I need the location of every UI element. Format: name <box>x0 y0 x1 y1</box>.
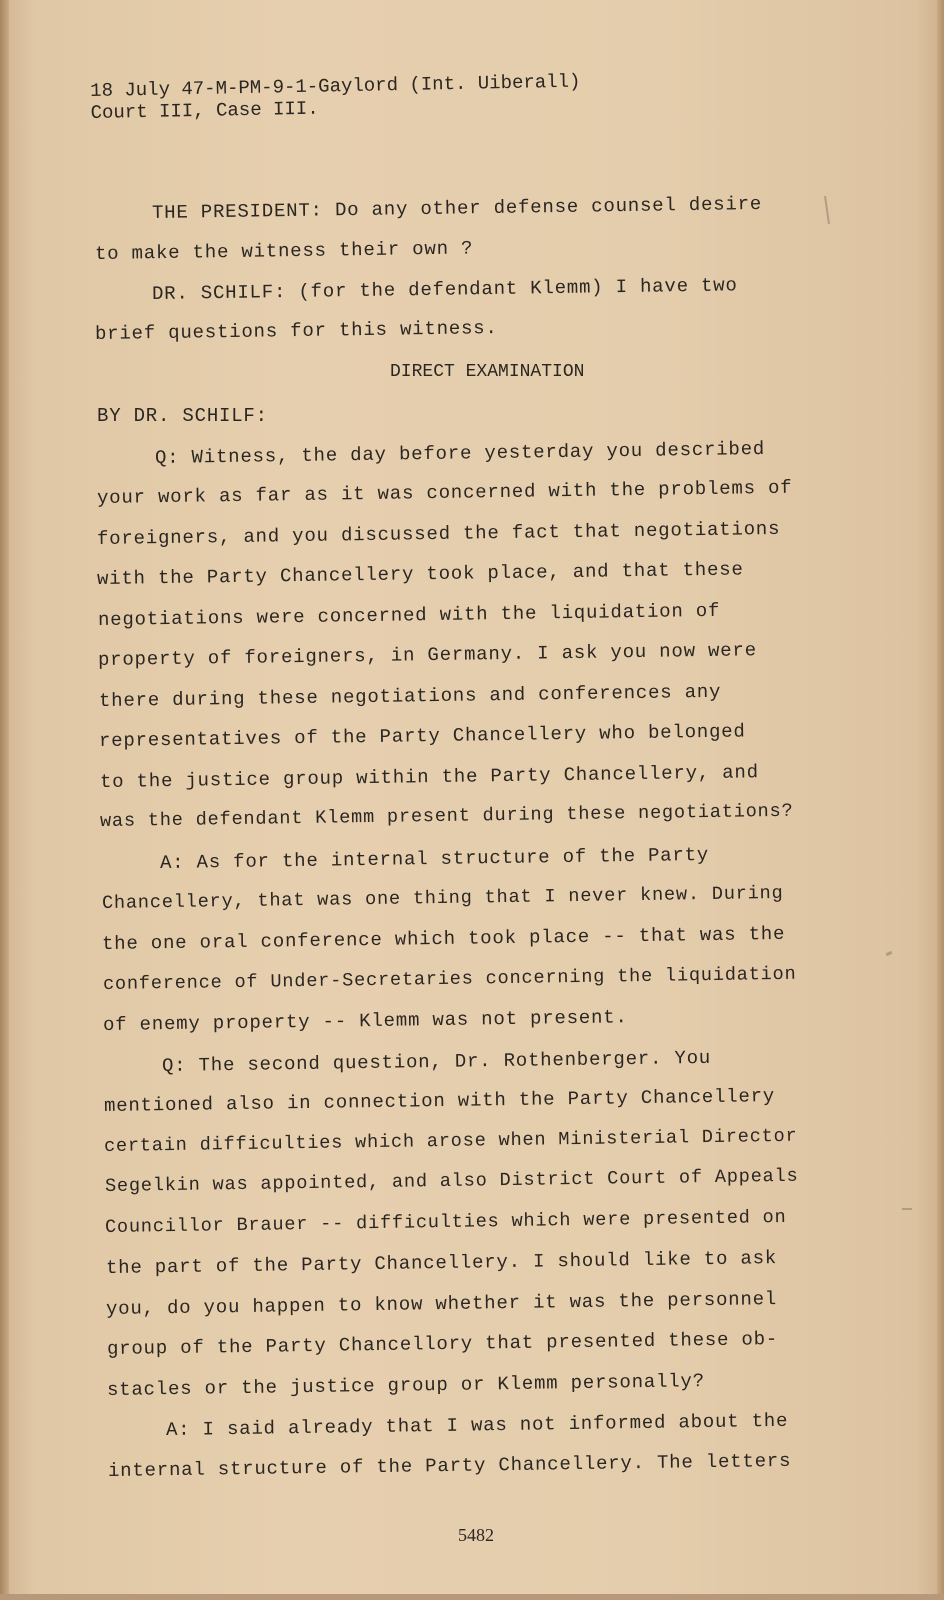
header-court-line: Court III, Case III. <box>90 97 319 124</box>
transcript-line: group of the Party Chancellory that presented these ob- <box>106 1328 779 1360</box>
section-heading: DIRECT EXAMINATION <box>390 362 585 382</box>
paper-mark <box>886 951 893 956</box>
page-edge-left <box>0 0 9 1600</box>
transcript-line: Councillor Brauer -- difficulties which were presented on <box>104 1206 787 1238</box>
president-question-continuation: to make the witness their own ? <box>94 237 474 265</box>
transcript-line: Q: The second question, Dr. Rothenberger. You <box>161 1046 712 1077</box>
transcript-line: there during these negotiations and conferences any <box>98 680 722 712</box>
examiner-line: BY DR. SCHILF: <box>97 405 268 427</box>
schilf-statement-line: DR. SCHILF: (for the defendant Klemm) I have two <box>151 274 738 305</box>
transcript-line: foreigners, and you discussed the fact that negotiations <box>96 517 781 550</box>
transcript-line: the one oral conference which took place -- that was the <box>101 922 786 955</box>
paper-mark <box>824 196 830 224</box>
transcript-line: certain difficulties which arose when Ministerial Director <box>103 1125 798 1157</box>
transcript-line: Q: Witness, the day before yesterday you described <box>154 437 766 469</box>
transcript-line: A: I said already that I was not informed about the <box>165 1409 789 1441</box>
president-question-line: THE PRESIDENT: Do any other defense counsel desire <box>151 192 763 224</box>
transcript-line: your work as far as it was concerned with the problems of <box>96 476 793 509</box>
transcript-line: of enemy property -- Klemm was not present. <box>102 1006 628 1036</box>
transcript-line: you, do you happen to know whether it was the personnel <box>105 1288 778 1320</box>
page-edge-right <box>937 0 944 1600</box>
transcript-line: stacles or the justice group or Klemm personally? <box>106 1370 705 1401</box>
transcript-line: negotiations were concerned with the liquidation of <box>97 599 721 631</box>
transcript-line: A: As for the internal structure of the Party <box>159 843 710 874</box>
header-session-line: 18 July 47-M-PM-9-1-Gaylord (Int. Uiberall) <box>90 70 581 102</box>
transcript-line: was the defendant Klemm present during these negotiations? <box>99 800 794 832</box>
paper-mark <box>902 1208 912 1210</box>
transcript-line: representatives of the Party Chancellery who belonged <box>98 720 746 752</box>
transcript-line: Chancellery, that was one thing that I never knew. During <box>101 882 784 914</box>
transcript-line: mentioned also in connection with the Party Chancellery <box>103 1085 776 1117</box>
transcript-line: Segelkin was appointed, and also District Court of Appeals <box>104 1165 799 1197</box>
transcript-line: with the Party Chancellery took place, and that these <box>96 558 744 590</box>
transcript-line: the part of the Party Chancellery. I should like to ask <box>105 1247 778 1279</box>
page-number: 5482 <box>458 1525 494 1545</box>
transcript-header <box>90 71 581 124</box>
transcript-line: property of foreigners, in Germany. I ask you now were <box>97 639 757 671</box>
transcript-line: to the justice group within the Party Chancellery, and <box>99 761 759 793</box>
transcript-line: conference of Under-Secretaries concerning the liquidation <box>102 963 797 995</box>
schilf-statement-continuation: brief questions for this witness. <box>94 317 498 345</box>
page-edge-bottom <box>0 1594 944 1600</box>
transcript-line: internal structure of the Party Chancellery. The letters <box>107 1449 792 1482</box>
